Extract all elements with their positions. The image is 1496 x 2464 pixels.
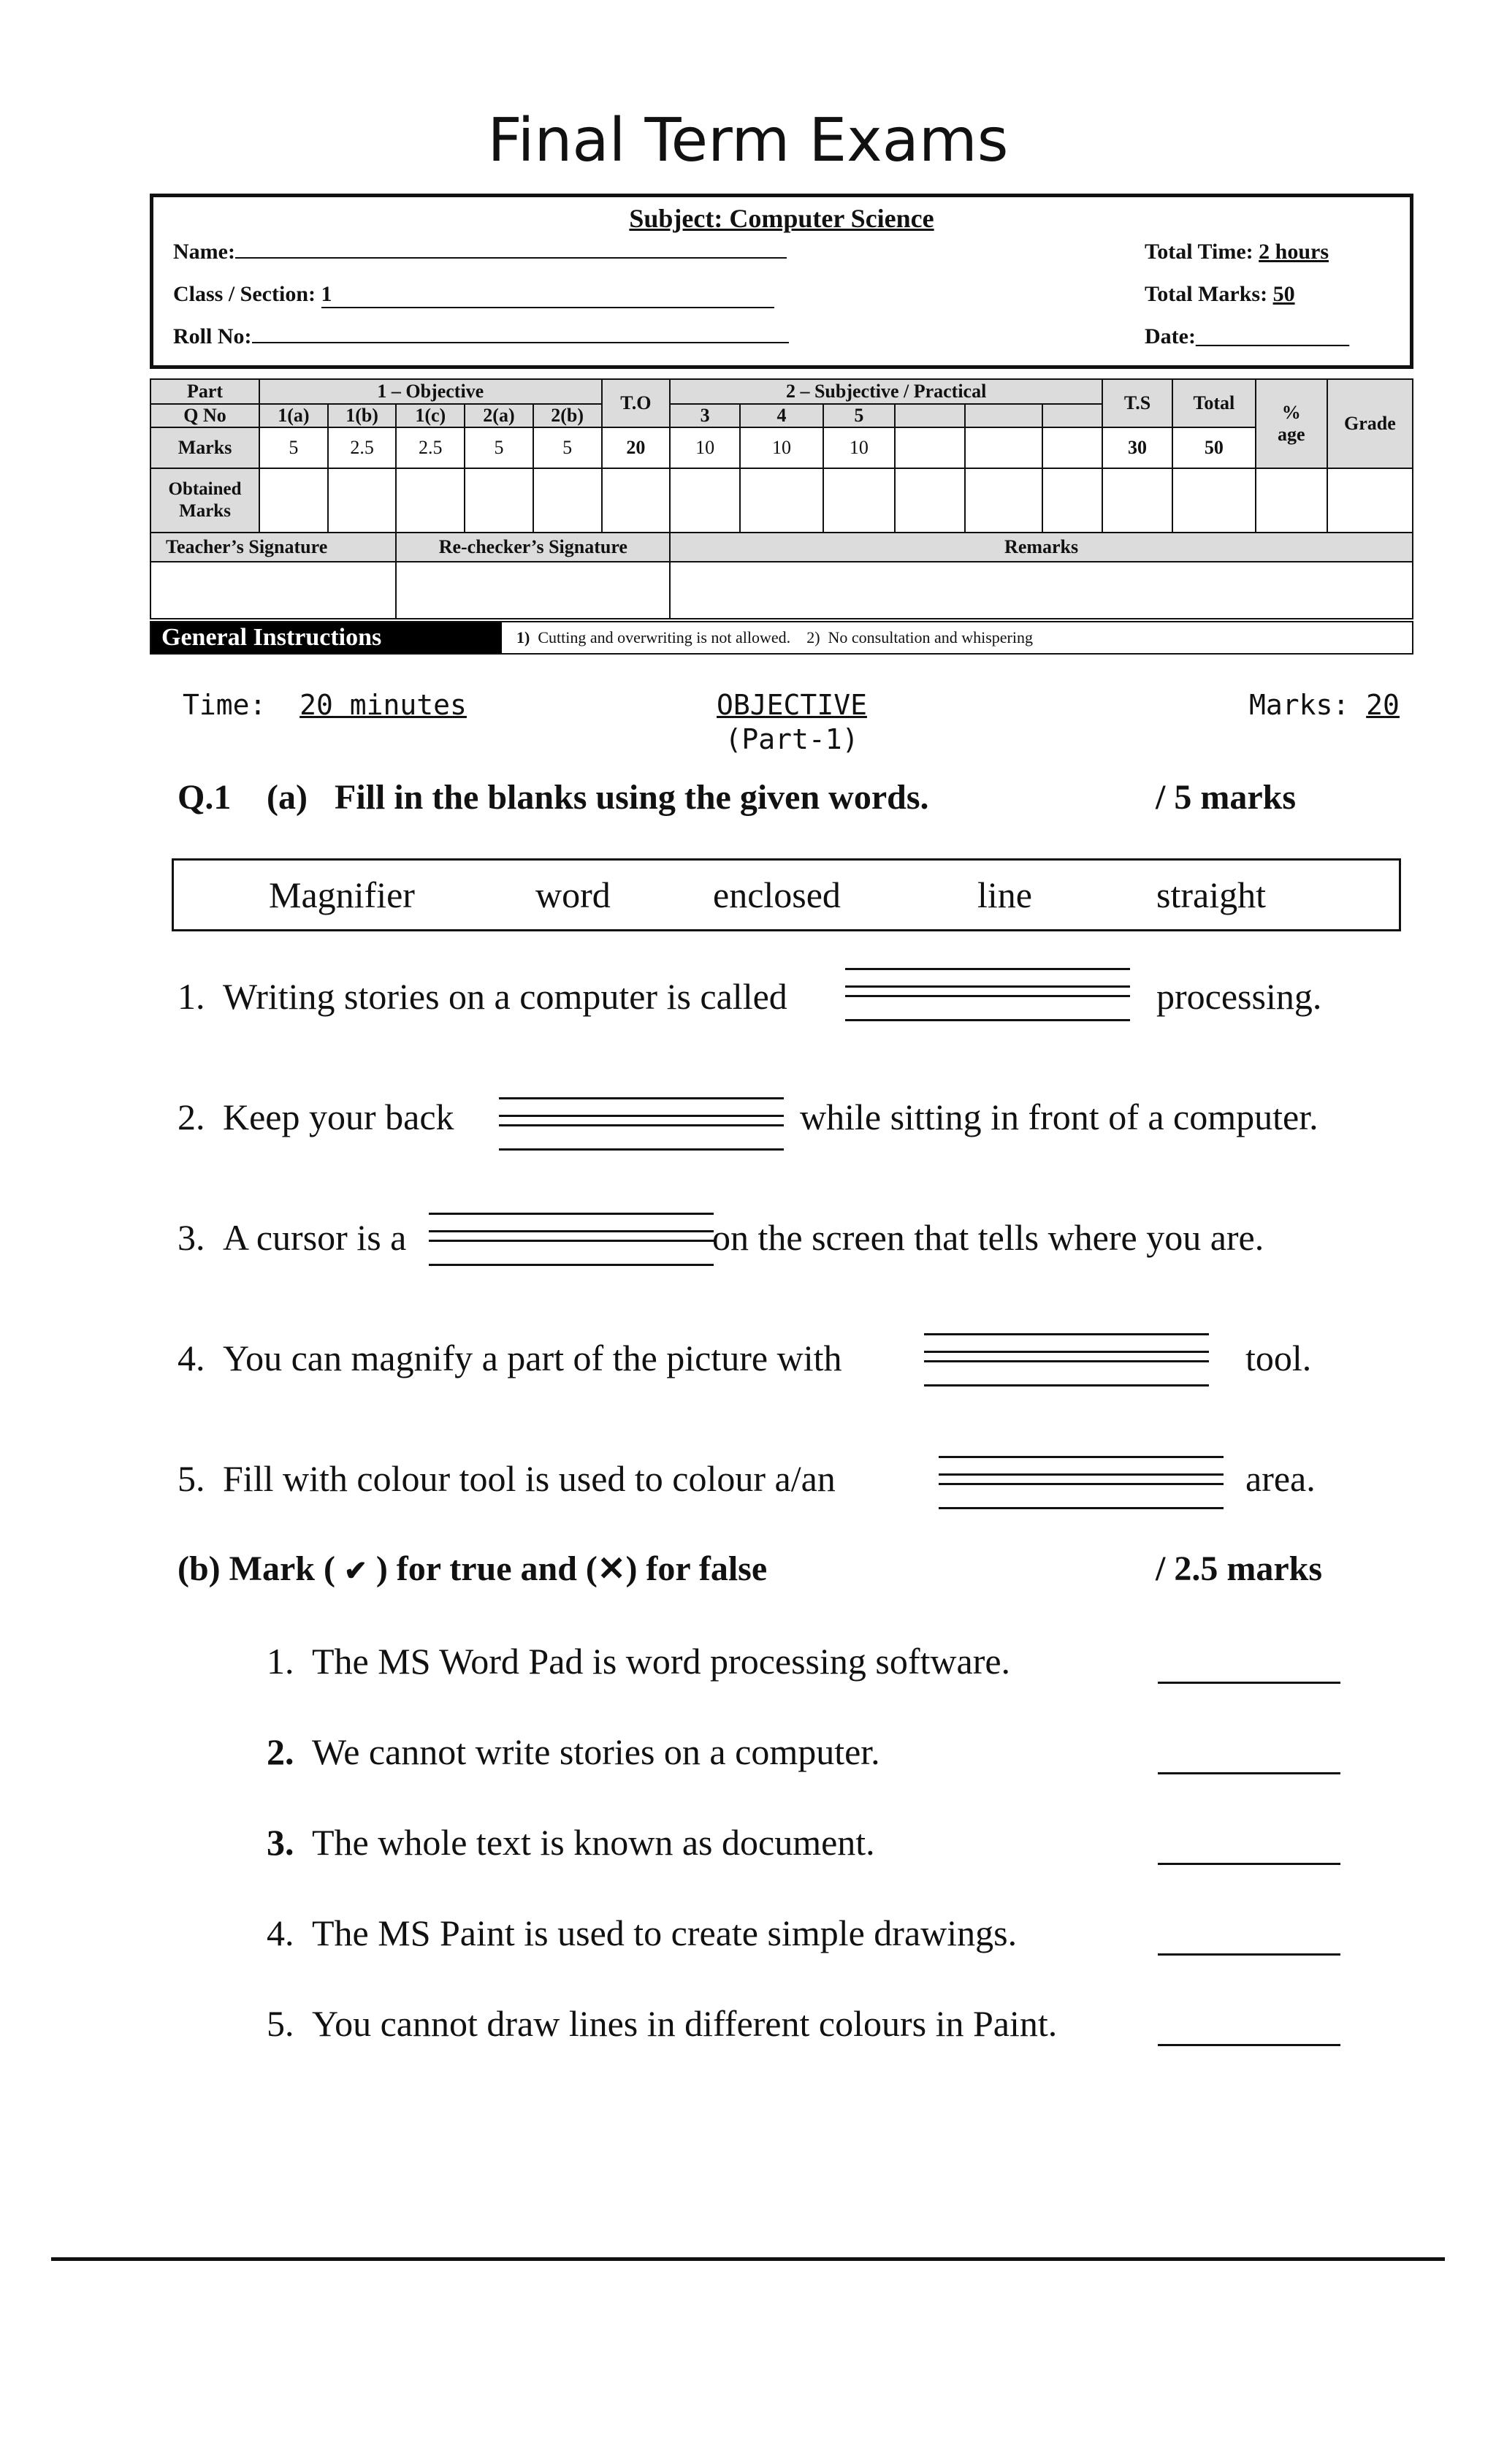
- obtained-cell[interactable]: [895, 468, 965, 533]
- obtained-cell[interactable]: [259, 468, 328, 533]
- subject-label: Subject: Computer Science: [629, 204, 934, 233]
- rechecker-signature-cell[interactable]: [396, 562, 670, 619]
- q1b-part: (b): [178, 1549, 221, 1588]
- item-text-before: Writing stories on a computer is called: [223, 976, 787, 1017]
- word-bank-item: Magnifier: [269, 874, 415, 915]
- cross-icon: ✕: [597, 1550, 626, 1587]
- marks-label: Total Marks:: [1145, 282, 1268, 306]
- name-field[interactable]: [173, 240, 787, 264]
- q1b-marks: / 2.5 marks: [1156, 1549, 1322, 1588]
- q-1a: 1(a): [259, 404, 328, 427]
- obtained-cell[interactable]: [823, 468, 895, 533]
- item-number: 1.: [267, 1641, 294, 1682]
- marks-3: 10: [670, 427, 740, 468]
- item-text-after: processing.: [1156, 976, 1322, 1017]
- item-text-after: while sitting in front of a computer.: [800, 1096, 1318, 1137]
- class-label: Class / Section:: [173, 282, 316, 306]
- to-marks: 20: [602, 427, 671, 468]
- item-text: The MS Paint is used to create simple drawings.: [312, 1912, 1018, 1953]
- answer-blank[interactable]: [1158, 1652, 1340, 1687]
- answer-blank[interactable]: [924, 1333, 1209, 1387]
- instruction-number: 1): [516, 628, 530, 646]
- item-number: 2.: [178, 1096, 205, 1137]
- ts-header: T.S: [1102, 379, 1172, 427]
- class-field[interactable]: [173, 282, 774, 308]
- obtained-cell[interactable]: [1102, 468, 1172, 533]
- marks-value: 50: [1272, 282, 1295, 306]
- instruction-1: Cutting and overwriting is not allowed.: [538, 628, 791, 646]
- q-empty: [895, 404, 965, 427]
- obtained-cell[interactable]: [1172, 468, 1256, 533]
- answer-blank[interactable]: [1158, 1924, 1340, 1959]
- instruction-2: No consultation and whispering: [828, 628, 1033, 646]
- marks-4: 10: [740, 427, 823, 468]
- item-text-after: on the screen that tells where you are.: [712, 1217, 1264, 1258]
- q-empty: [1042, 404, 1102, 427]
- section-marks: [1249, 689, 1400, 721]
- item-text-before: A cursor is a: [223, 1217, 407, 1258]
- section-time-label: Time:: [183, 689, 267, 721]
- item-text-after: tool.: [1245, 1338, 1312, 1378]
- check-icon: ✔: [343, 1556, 367, 1587]
- item-text-before: You can magnify a part of the picture with: [223, 1338, 842, 1378]
- answer-blank[interactable]: [499, 1097, 784, 1151]
- rechecker-signature-header: Re-checker’s Signature: [396, 533, 670, 562]
- q-2a: 2(a): [465, 404, 533, 427]
- marks-5: 10: [823, 427, 895, 468]
- q1a-part: (a): [267, 778, 308, 817]
- answer-blank[interactable]: [939, 1456, 1224, 1510]
- item-number: 1.: [178, 976, 205, 1017]
- item-number: 2.: [267, 1731, 294, 1772]
- q1b-text: ) for true and (: [375, 1549, 598, 1588]
- answer-blank[interactable]: [429, 1213, 714, 1267]
- subjective-header: 2 – Subjective / Practical: [670, 379, 1102, 404]
- q1a-marks: / 5 marks: [1156, 778, 1296, 817]
- remarks-cell[interactable]: [670, 562, 1413, 619]
- answer-blank[interactable]: [1158, 1743, 1340, 1778]
- remarks-header: Remarks: [670, 533, 1413, 562]
- item-number: 5.: [267, 2003, 294, 2044]
- obtained-cell[interactable]: [465, 468, 533, 533]
- answer-blank[interactable]: [845, 968, 1130, 1022]
- section-marks-label: Marks:: [1249, 689, 1350, 721]
- item-text-after: area.: [1245, 1458, 1316, 1499]
- word-bank-item: word: [535, 874, 611, 915]
- marks-1a: 5: [259, 427, 328, 468]
- item-number: 3.: [178, 1217, 205, 1258]
- grade-header: Grade: [1327, 379, 1413, 468]
- obtained-cell[interactable]: [740, 468, 823, 533]
- date-blank[interactable]: ______________: [1195, 324, 1349, 348]
- marks-row-header: Marks: [150, 427, 259, 468]
- general-instructions: [150, 621, 1413, 655]
- name-blank[interactable]: [235, 257, 787, 259]
- obtained-cell[interactable]: [965, 468, 1042, 533]
- q-1c: 1(c): [396, 404, 465, 427]
- footer-divider: [51, 2257, 1445, 2261]
- obtained-cell[interactable]: [1327, 468, 1413, 533]
- item-number: 4.: [178, 1338, 205, 1378]
- total-marks-cell: 50: [1172, 427, 1256, 468]
- item-text-before: Fill with colour tool is used to colour a/an: [223, 1458, 836, 1499]
- item-text: We cannot write stories on a computer.: [312, 1731, 880, 1772]
- obtained-header: Obtained Marks: [150, 468, 259, 533]
- time-label: Total Time:: [1145, 240, 1253, 264]
- q1b-instruction: [178, 1549, 767, 1589]
- obtained-cell[interactable]: [670, 468, 740, 533]
- date-label: Date:: [1145, 324, 1196, 348]
- section-heading: OBJECTIVE: [717, 689, 867, 721]
- marks-table: [150, 378, 1413, 619]
- item-text: The whole text is known as document.: [312, 1822, 875, 1863]
- roll-label: Roll No:: [173, 324, 252, 348]
- page-title: Final Term Exams: [487, 106, 1009, 175]
- marks-1c: 2.5: [396, 427, 465, 468]
- student-info-box: [150, 194, 1413, 369]
- word-bank-item: line: [977, 874, 1032, 915]
- teacher-signature-header: Teacher’s Signature: [150, 533, 396, 562]
- item-text: The MS Word Pad is word processing software.: [312, 1641, 1011, 1682]
- class-blank[interactable]: [321, 282, 774, 308]
- percent-header: % age: [1256, 379, 1327, 468]
- class-value: 1: [321, 282, 332, 306]
- name-label: Name:: [173, 240, 235, 264]
- time-value: 2 hours: [1259, 240, 1329, 264]
- to-header: T.O: [602, 379, 671, 427]
- word-bank-item: enclosed: [713, 874, 841, 915]
- q1a-instruction: Fill in the blanks using the given words.: [335, 778, 929, 817]
- q-1b: 1(b): [328, 404, 397, 427]
- q-empty: [965, 404, 1042, 427]
- marks-empty: [1042, 427, 1102, 468]
- q-4: 4: [740, 404, 823, 427]
- obtained-cell[interactable]: [1042, 468, 1102, 533]
- roll-blank[interactable]: [252, 342, 789, 343]
- total-time: [1145, 240, 1329, 264]
- marks-empty: [895, 427, 965, 468]
- marks-2b: 5: [533, 427, 602, 468]
- q1-number: Q.1: [178, 778, 232, 817]
- word-bank: [172, 858, 1401, 931]
- q-3: 3: [670, 404, 740, 427]
- item-text: You cannot draw lines in different colours in Paint.: [312, 2003, 1058, 2044]
- word-bank-item: straight: [1156, 874, 1266, 915]
- answer-blank[interactable]: [1158, 1834, 1340, 1869]
- total-marks: [1145, 282, 1295, 307]
- q-2b: 2(b): [533, 404, 602, 427]
- section-time-value: 20 minutes: [299, 689, 467, 721]
- section-marks-value: 20: [1366, 689, 1400, 721]
- date-field[interactable]: [1145, 324, 1349, 349]
- instructions-text: [516, 622, 1033, 653]
- answer-blank[interactable]: [1158, 2015, 1340, 2050]
- objective-header: 1 – Objective: [259, 379, 601, 404]
- item-number: 5.: [178, 1458, 205, 1499]
- q1b-text: ) for false: [625, 1549, 768, 1588]
- item-number: 4.: [267, 1912, 294, 1953]
- qno-header: Q No: [150, 404, 259, 427]
- obtained-cell[interactable]: [328, 468, 397, 533]
- item-number: 3.: [267, 1822, 294, 1863]
- marks-1b: 2.5: [328, 427, 397, 468]
- marks-empty: [965, 427, 1042, 468]
- q1b-text: Mark (: [229, 1549, 335, 1588]
- instruction-number: 2): [806, 628, 820, 646]
- q-5: 5: [823, 404, 895, 427]
- obtained-cell[interactable]: [602, 468, 671, 533]
- ts-marks: 30: [1102, 427, 1172, 468]
- general-instructions-label: General Instructions: [151, 622, 502, 653]
- obtained-cell[interactable]: [1256, 468, 1327, 533]
- section-part: (Part-1): [725, 723, 859, 755]
- item-text-before: Keep your back: [223, 1096, 454, 1137]
- roll-field[interactable]: [173, 324, 789, 349]
- marks-2a: 5: [465, 427, 533, 468]
- total-header: Total: [1172, 379, 1256, 427]
- obtained-cell[interactable]: [533, 468, 602, 533]
- teacher-signature-cell[interactable]: [150, 562, 396, 619]
- obtained-cell[interactable]: [396, 468, 465, 533]
- part-header: Part: [150, 379, 259, 404]
